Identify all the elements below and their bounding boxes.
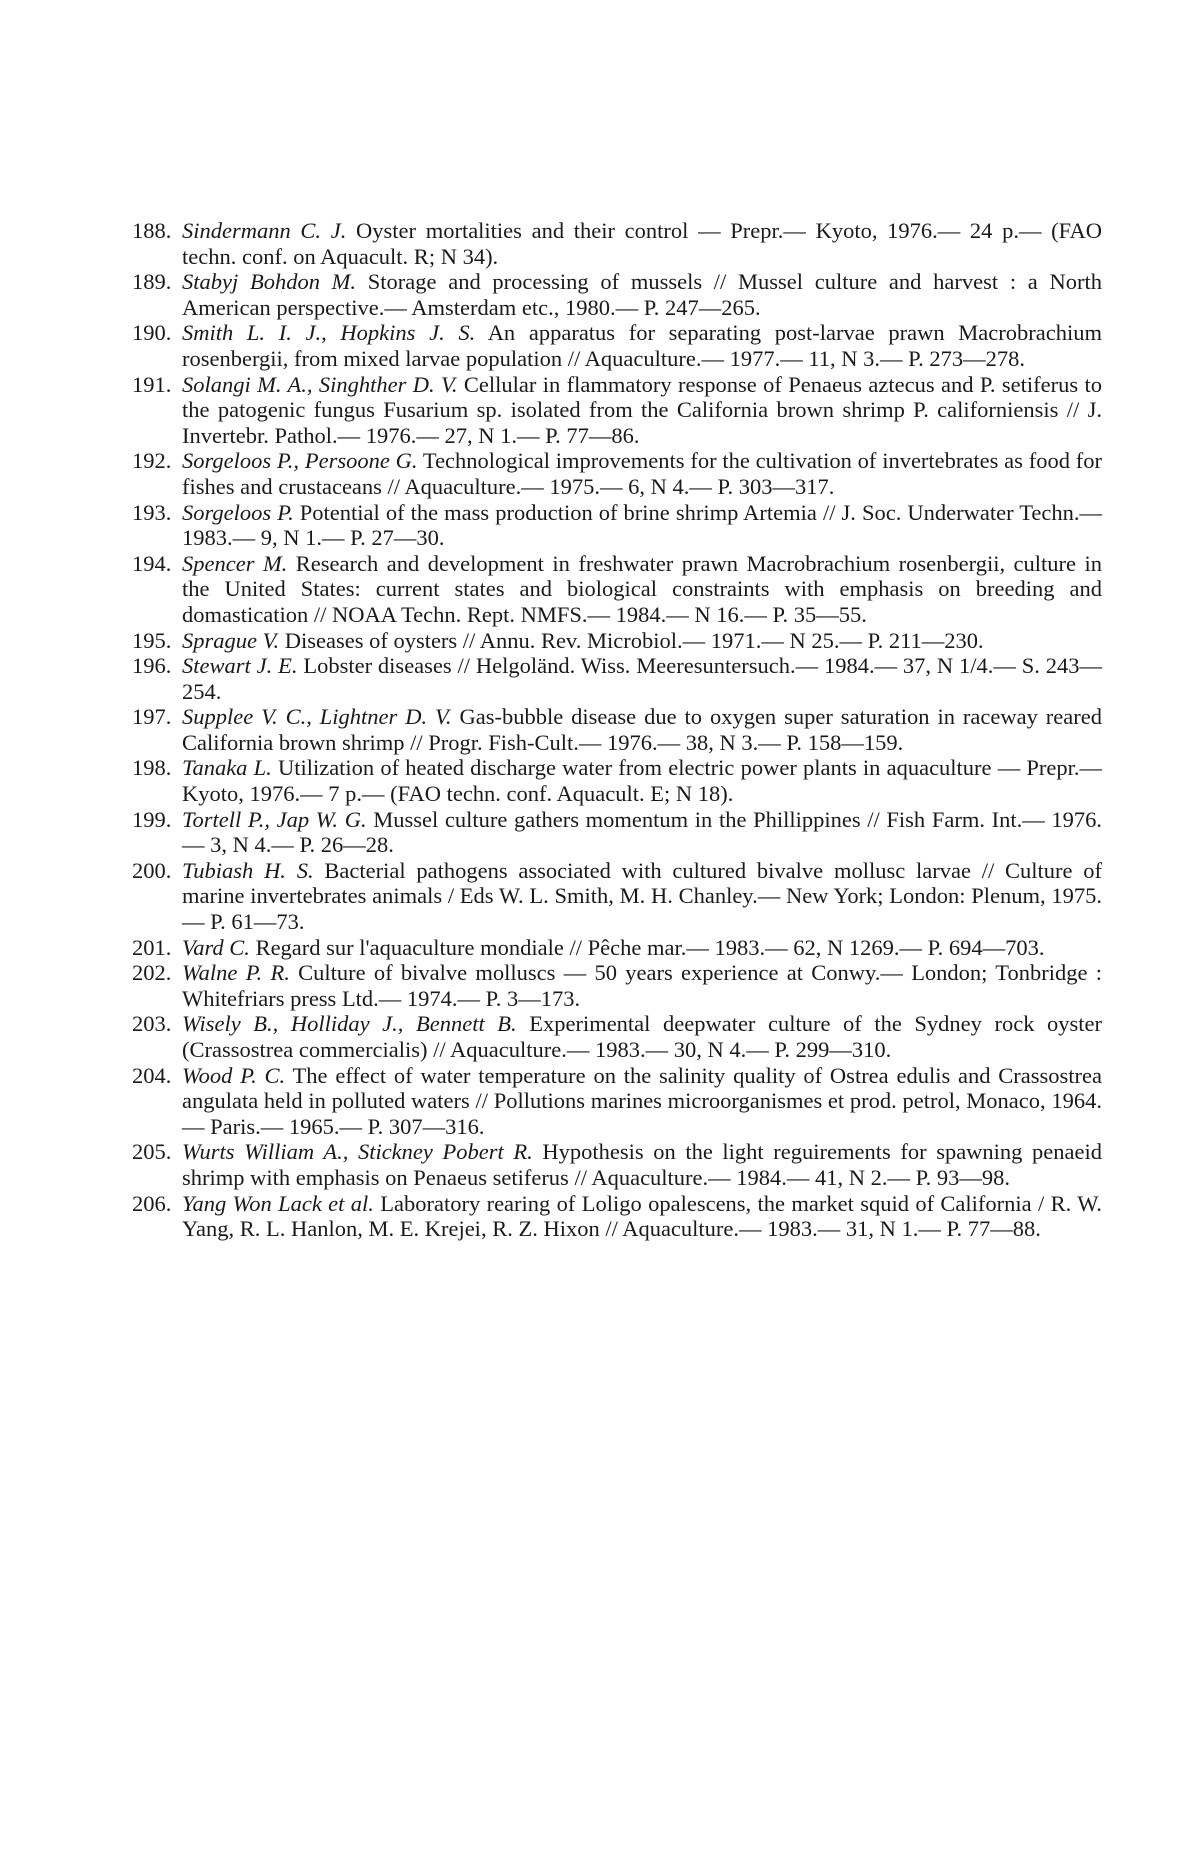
- reference-authors: Spencer M.: [182, 550, 288, 576]
- reference-item: [132, 807, 1102, 858]
- reference-text: Storage and processing of mussels // Mussel culture and harvest : a North American perspective.— Amsterdam etc., 1980.— P. 247—265.: [182, 269, 1102, 320]
- reference-item: [132, 218, 1102, 269]
- reference-number: 206.: [132, 1190, 172, 1216]
- reference-number: 199.: [132, 806, 172, 832]
- reference-item: [132, 551, 1102, 628]
- reference-number: 205.: [132, 1139, 172, 1165]
- reference-number: 190.: [132, 320, 172, 346]
- reference-item: [132, 500, 1102, 551]
- reference-number: 189.: [132, 269, 172, 295]
- reference-item: [132, 1191, 1102, 1242]
- reference-item: [132, 653, 1102, 704]
- reference-number: 196.: [132, 653, 172, 679]
- reference-text: Gas-bubble disease due to oxygen super saturation in raceway reared California brown shrimp // Progr. Fish-Cult.— 1976.— 38, N 3.— P. 158—159.: [182, 704, 1103, 755]
- reference-item: [132, 448, 1102, 499]
- reference-text: Regard sur l'aquaculture mondiale // Pêche mar.— 1983.— 62, N 1269.— P. 694—703.: [255, 934, 1045, 960]
- reference-item: [132, 372, 1102, 449]
- reference-text: Mussel culture gathers momentum in the Phillippines // Fish Farm. Int.— 1976.— 3, N 4.— P. 26—28.: [182, 806, 1103, 858]
- reference-number: 194.: [132, 550, 172, 576]
- reference-authors: Tortell P., Jap W. G.: [182, 806, 367, 832]
- reference-item: [132, 755, 1102, 806]
- reference-number: 200.: [132, 857, 172, 883]
- reference-authors: Sorgeloos P.: [182, 499, 294, 525]
- reference-text: Culture of bivalve molluscs — 50 years experience at Conwy.— London; Tonbridge : Whitefriars press Ltd.— 1974.— P. 3—173.: [182, 960, 1102, 1011]
- reference-authors: Smith L. I. J., Hopkins J. S.: [182, 320, 476, 346]
- reference-item: [132, 935, 1102, 961]
- reference-authors: Sorgeloos P., Persoone G.: [182, 448, 418, 474]
- reference-number: 204.: [132, 1062, 172, 1088]
- reference-item: [132, 704, 1102, 755]
- reference-authors: Walne P. R.: [182, 960, 290, 986]
- reference-text: Cellular in flammatory response of Penaeus aztecus and P. setiferus to the patogenic fungus Fusarium sp. isolated from the California brown shrimp P. californiensis // J. Invertebr. Pathol.— 1976.— 27, N 1.— P. 77—86.: [182, 371, 1102, 448]
- reference-text: Potential of the mass production of brine shrimp Artemia // J. Soc. Underwater Techn.— 1983.— 9, N 1.— P. 27—30.: [182, 499, 1102, 551]
- reference-number: 202.: [132, 960, 172, 986]
- reference-number: 198.: [132, 755, 172, 781]
- reference-number: 188.: [132, 218, 172, 243]
- reference-text: Hypothesis on the light reguirements for spawning penaeid shrimp with emphasis on Penaeus setiferus // Aquaculture.— 1984.— 41, N 2.— P. 93—98.: [182, 1139, 1103, 1190]
- reference-item: [132, 1139, 1102, 1190]
- reference-text: Lobster diseases // Helgoländ. Wiss. Meeresuntersuch.— 1984.— 37, N 1/4.— S. 243—254.: [182, 653, 1103, 704]
- reference-item: [132, 628, 1102, 654]
- reference-text: Technological improvements for the cultivation of invertebrates as food for fishes and crustaceans // Aquaculture.— 1975.— 6, N 4.— P. 303—317.: [182, 448, 1102, 499]
- reference-authors: Supplee V. C., Lightner D. V.: [182, 704, 452, 730]
- reference-text: Laboratory rearing of Loligo opalescens, the market squid of California / R. W. Yang, R. L. Hanlon, M. E. Krejei, R. Z. Hixon // Aquaculture.— 1983.— 31, N 1.— P. 77—88.: [182, 1190, 1102, 1242]
- reference-number: 192.: [132, 448, 172, 474]
- reference-number: 191.: [132, 371, 172, 397]
- reference-authors: Stewart J. E.: [182, 653, 298, 679]
- reference-text: An apparatus for separating post-larvae prawn Macrobrachium rosenbergii, from mixed larvae population // Aquaculture.— 1977.— 11, N 3.— P. 273—278.: [182, 320, 1102, 371]
- reference-authors: Wurts William A., Stickney Pobert R.: [182, 1139, 533, 1165]
- reference-text: Diseases of oysters // Annu. Rev. Microbiol.— 1971.— N 25.— P. 211—230.: [284, 627, 984, 653]
- reference-text: Oyster mortalities and their control — Prepr.— Kyoto, 1976.— 24 p.— (FAO techn. conf. on Aquacult. R; N 34).: [182, 218, 1102, 269]
- reference-item: [132, 320, 1102, 371]
- reference-authors: Wood P. C.: [182, 1062, 286, 1088]
- reference-number: 201.: [132, 934, 172, 960]
- reference-authors: Vard C.: [182, 934, 250, 960]
- reference-authors: Sindermann C. J.: [182, 218, 347, 243]
- reference-item: [132, 1063, 1102, 1140]
- reference-authors: Tubiash H. S.: [182, 857, 314, 883]
- reference-text: Bacterial pathogens associated with cultured bivalve mollusc larvae // Culture of marine invertebrates animals / Eds W. L. Smith, M. H. Chanley.— New York; London: Plenum, 1975.— P. 61—73.: [182, 857, 1103, 935]
- reference-number: 193.: [132, 499, 172, 525]
- reference-text: Experimental deepwater culture of the Sydney rock oyster (Crassostrea commercialis) // Aquaculture.— 1983.— 30, N 4.— P. 299—310.: [182, 1011, 1103, 1062]
- reference-number: 203.: [132, 1011, 172, 1037]
- reference-item: [132, 960, 1102, 1011]
- reference-authors: Tanaka L.: [182, 755, 272, 781]
- reference-authors: Wisely B., Holliday J., Bennett B.: [182, 1011, 517, 1037]
- reference-list: [132, 218, 1102, 1242]
- reference-item: [132, 1011, 1102, 1062]
- reference-authors: Stabyj Bohdon M.: [182, 269, 357, 295]
- reference-item: [132, 858, 1102, 935]
- reference-item: [132, 269, 1102, 320]
- reference-authors: Yang Won Lack et al.: [182, 1190, 374, 1216]
- reference-authors: Solangi M. A., Singhther D. V.: [182, 371, 458, 397]
- reference-number: 195.: [132, 627, 172, 653]
- reference-authors: Sprague V.: [182, 627, 280, 653]
- reference-text: The effect of water temperature on the salinity quality of Ostrea edulis and Crassostrea angulata held in polluted waters // Pollutions marines microorganismes et prod. petrol, Monaco, 1964.— Paris.— 1965.— P. 307—316.: [182, 1062, 1103, 1139]
- reference-number: 197.: [132, 704, 172, 730]
- reference-text: Research and development in freshwater prawn Macrobrachium rosenbergii, culture in the United States: current states and biological constraints with emphasis on breeding and domastication // NOAA Techn. Rept. NMFS.— 1984.— N 16.— P. 35—55.: [182, 550, 1103, 627]
- reference-text: Utilization of heated discharge water from electric power plants in aquaculture — Prepr.— Kyoto, 1976.— 7 p.— (FAO techn. conf. Aquacult. E; N 18).: [182, 755, 1103, 807]
